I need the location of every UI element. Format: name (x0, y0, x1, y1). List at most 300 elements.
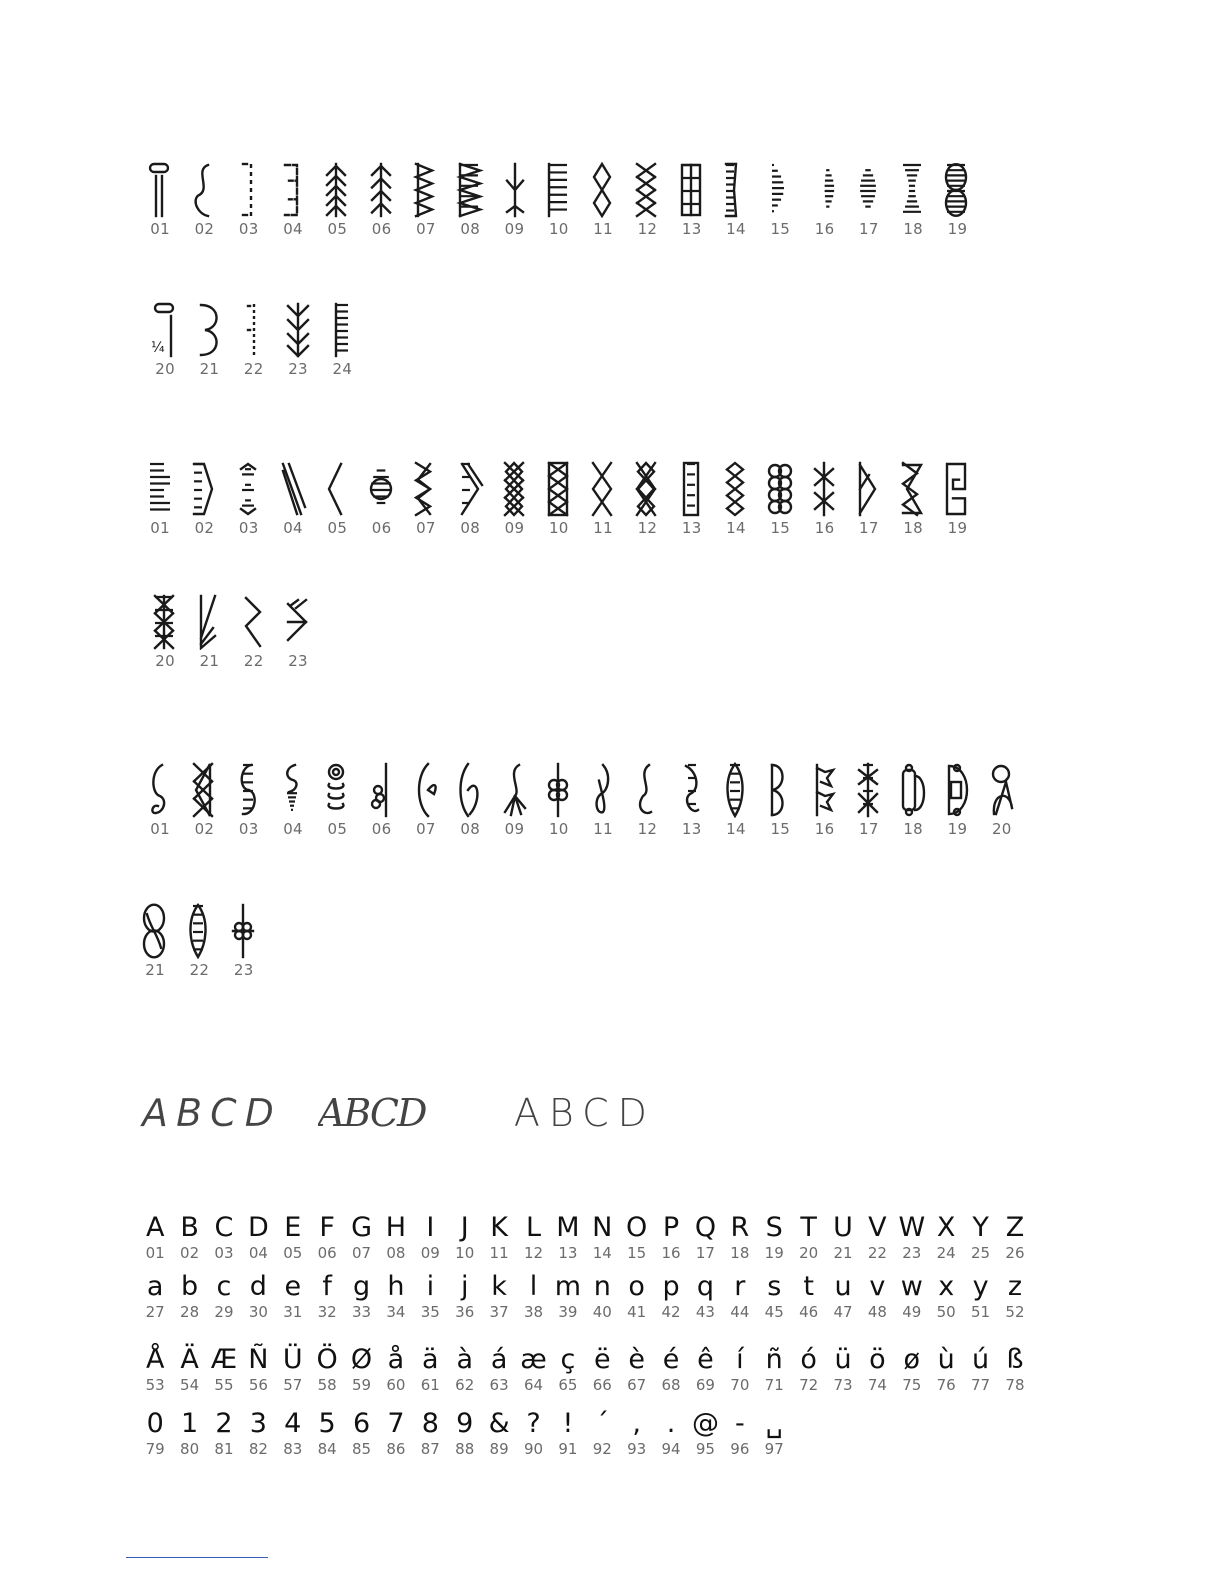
letter-number: 87 (420, 1440, 440, 1458)
letter-item (241, 1214, 275, 1261)
letter-glyph: ú (972, 1344, 990, 1375)
letter-item (998, 1346, 1032, 1393)
letter-glyph: å (387, 1344, 405, 1375)
letter-number: 71 (764, 1376, 784, 1394)
ornamental-stitch-row-1 (138, 762, 1024, 837)
letter-number: 92 (592, 1440, 612, 1458)
stitch-number: 14 (726, 220, 746, 238)
letter-item (998, 1214, 1032, 1261)
stitch-number: 13 (681, 519, 702, 537)
letter-number: 67 (627, 1376, 647, 1394)
letter-glyph: Ü (282, 1344, 303, 1375)
letter-item (448, 1346, 482, 1393)
letter-number: 93 (627, 1440, 647, 1458)
letter-item (310, 1346, 344, 1393)
stitch-number: 07 (416, 220, 436, 238)
stitch-number: 01 (150, 820, 170, 838)
letter-glyph: Ø (350, 1344, 373, 1375)
letter-item (482, 1410, 516, 1457)
letter-item (619, 1273, 653, 1320)
letter-item (826, 1214, 860, 1261)
letter-glyph: Ä (180, 1344, 199, 1375)
letter-glyph: ß (1006, 1344, 1024, 1375)
letter-item (723, 1214, 757, 1261)
letter-number: 38 (523, 1303, 544, 1321)
ornamental-stitch-icon (766, 762, 794, 818)
decorative-stitch-row-1 (138, 461, 980, 536)
letter-glyph: D (247, 1212, 269, 1243)
letter-item (276, 1346, 310, 1393)
letter-item (344, 1346, 378, 1393)
stitch-number: 03 (238, 220, 259, 238)
letter-number: 72 (799, 1376, 819, 1394)
stitch-number: 05 (327, 820, 348, 838)
letter-number: 44 (730, 1303, 750, 1321)
letter-item (654, 1273, 688, 1320)
decorative-stitch-icon (456, 461, 484, 517)
letter-item (448, 1273, 482, 1320)
stitch-number: 22 (243, 652, 264, 670)
stitch-item (276, 302, 320, 377)
utility-stitch-icon (240, 302, 268, 358)
font-sample-outline: ABCD (513, 1091, 656, 1135)
decorative-stitch-icon (323, 461, 351, 517)
letter-glyph: S (765, 1212, 783, 1243)
letter-number: 01 (145, 1244, 165, 1262)
letter-item (276, 1410, 310, 1457)
letter-item (172, 1273, 206, 1320)
letter-number: 09 (420, 1244, 440, 1262)
letter-item (241, 1346, 275, 1393)
utility-stitch-icon (545, 162, 573, 218)
letter-glyph: o (628, 1271, 645, 1302)
stitch-number: 15 (770, 820, 791, 838)
letter-glyph: F (319, 1212, 335, 1243)
letter-item (344, 1410, 378, 1457)
stitch-item (758, 762, 802, 837)
letter-number: 10 (455, 1244, 475, 1262)
letter-item (482, 1346, 516, 1393)
decorative-stitch-icon (146, 461, 174, 517)
letter-item (138, 1214, 172, 1261)
letter-number: 75 (902, 1376, 922, 1394)
stitch-item (935, 762, 979, 837)
letter-item (448, 1214, 482, 1261)
letter-item (929, 1214, 963, 1261)
letter-item (585, 1214, 619, 1261)
stitch-number: 02 (194, 519, 215, 537)
letter-number: 55 (214, 1376, 234, 1394)
letter-number: 78 (1005, 1376, 1025, 1394)
letter-number: 61 (420, 1376, 440, 1394)
letter-item (516, 1273, 550, 1320)
letter-glyph: C (214, 1212, 234, 1243)
stitch-item (714, 162, 758, 237)
letter-item (654, 1346, 688, 1393)
letter-number: 79 (145, 1440, 165, 1458)
letter-number: 08 (386, 1244, 406, 1262)
stitch-item (670, 461, 714, 536)
decorative-stitch-icon (279, 461, 307, 517)
stitch-item (182, 162, 226, 237)
stitch-item (143, 302, 187, 377)
letter-glyph: L (525, 1212, 542, 1243)
stitch-number: 10 (548, 519, 569, 537)
letter-glyph: ´ (595, 1408, 610, 1439)
letter-item (413, 1273, 447, 1320)
letter-number: 41 (627, 1303, 647, 1321)
letter-number: 69 (695, 1376, 715, 1394)
stitch-item (227, 162, 271, 237)
letter-item (379, 1346, 413, 1393)
decorative-stitch-row-2 (143, 594, 320, 669)
decorative-stitch-icon (195, 594, 223, 650)
letter-glyph: E (284, 1212, 302, 1243)
stitch-number: 21 (199, 360, 220, 378)
stitch-number: 19 (947, 220, 968, 238)
decorative-stitch-icon (899, 461, 927, 517)
stitch-number: 17 (859, 220, 879, 238)
letter-item (791, 1214, 825, 1261)
stitch-item (847, 762, 891, 837)
letter-number: 16 (661, 1244, 681, 1262)
letter-item (344, 1273, 378, 1320)
stitch-item (581, 762, 625, 837)
ornamental-stitch-icon (545, 762, 573, 818)
stitch-item (492, 162, 536, 237)
letter-glyph: H (385, 1212, 407, 1243)
letter-number: 24 (936, 1244, 956, 1262)
letter-number: 56 (248, 1376, 268, 1394)
letter-glyph: ö (869, 1344, 886, 1375)
decorative-stitch-icon (240, 594, 268, 650)
stitch-item (625, 762, 669, 837)
letter-glyph: ç (560, 1344, 576, 1375)
letter-number: 85 (351, 1440, 372, 1458)
letter-item (963, 1346, 997, 1393)
stitch-item (625, 162, 669, 237)
letter-number: 65 (558, 1376, 578, 1394)
stitch-item (404, 162, 448, 237)
letter-glyph: Ö (316, 1344, 338, 1375)
ornamental-stitch-icon (722, 762, 750, 818)
utility-stitch-icon (195, 302, 223, 358)
letter-glyph: R (730, 1212, 750, 1243)
letter-item (551, 1346, 585, 1393)
letter-item (310, 1410, 344, 1457)
letter-glyph: Ñ (248, 1344, 269, 1375)
stitch-number: 18 (903, 220, 924, 238)
letter-number: 35 (420, 1303, 440, 1321)
letter-glyph: . (666, 1408, 676, 1439)
stitch-number: 20 (155, 360, 175, 378)
stitch-number: 01 (150, 519, 170, 537)
utility-stitch-icon (146, 162, 174, 218)
ornamental-stitch-icon (988, 762, 1016, 818)
letter-glyph: 2 (215, 1408, 233, 1439)
utility-stitch-icon (235, 162, 263, 218)
stitch-item (537, 762, 581, 837)
letter-item (619, 1346, 653, 1393)
letter-glyph: ù (937, 1344, 955, 1375)
letter-number: 84 (317, 1440, 337, 1458)
stitch-number: 21 (199, 652, 220, 670)
letter-item (757, 1410, 791, 1457)
letter-number: 70 (730, 1376, 750, 1394)
letter-glyph: & (488, 1408, 510, 1439)
stitch-number: 04 (283, 820, 303, 838)
stitch-number: 16 (814, 820, 835, 838)
letter-glyph: r (734, 1271, 746, 1302)
decorative-stitch-icon (943, 461, 971, 517)
letter-number: 05 (283, 1244, 303, 1262)
letter-number: 86 (386, 1440, 406, 1458)
letter-item (619, 1410, 653, 1457)
letter-number: 36 (455, 1303, 475, 1321)
stitch-item (758, 461, 802, 536)
stitch-item (271, 461, 315, 536)
stitch-item (138, 461, 182, 536)
ornamental-stitch-icon (279, 762, 307, 818)
font-samples (142, 1091, 692, 1135)
letter-number: 53 (145, 1376, 165, 1394)
alphabet-accented-row (138, 1346, 1032, 1393)
ornamental-stitch-icon (501, 762, 529, 818)
letter-number: 20 (799, 1244, 819, 1262)
letter-number: 25 (971, 1244, 991, 1262)
stitch-item (315, 461, 359, 536)
stitch-item (227, 461, 271, 536)
stitch-number: 22 (243, 360, 264, 378)
letter-glyph: , (632, 1408, 641, 1439)
ornamental-stitch-icon (230, 903, 258, 959)
letter-glyph: G (351, 1212, 372, 1243)
stitch-number: 16 (814, 220, 835, 238)
letter-item (723, 1273, 757, 1320)
letter-number: 21 (833, 1244, 853, 1262)
stitch-number: 23 (288, 360, 308, 378)
letter-item (688, 1214, 722, 1261)
stitch-item (935, 461, 979, 536)
stitch-item (448, 762, 492, 837)
letter-glyph: e (284, 1271, 302, 1302)
stitch-item (891, 762, 935, 837)
stitch-item (891, 461, 935, 536)
stitch-item (802, 762, 846, 837)
letter-number: 23 (902, 1244, 922, 1262)
stitch-item (222, 903, 266, 978)
stitch-item (359, 162, 403, 237)
letter-item (895, 1346, 929, 1393)
stitch-number: 17 (859, 519, 879, 537)
letter-glyph: - (734, 1408, 745, 1439)
stitch-item (227, 762, 271, 837)
stitch-number: 18 (903, 820, 924, 838)
letter-item (138, 1273, 172, 1320)
letter-glyph: 3 (249, 1408, 267, 1439)
letter-item (207, 1346, 241, 1393)
letter-glyph: w (900, 1271, 923, 1302)
letter-glyph: I (426, 1212, 435, 1243)
stitch-number: 02 (194, 220, 215, 238)
utility-stitch-icon (855, 162, 883, 218)
decorative-stitch-icon (589, 461, 617, 517)
letter-glyph: ? (526, 1408, 541, 1439)
letter-number: 63 (489, 1376, 509, 1394)
stitch-item (537, 162, 581, 237)
alphabet-lowercase-row (138, 1273, 1032, 1320)
letter-number: 22 (867, 1244, 887, 1262)
letter-glyph: B (180, 1212, 199, 1243)
stitch-item (315, 762, 359, 837)
letter-item (619, 1214, 653, 1261)
letter-item (654, 1214, 688, 1261)
letter-number: 60 (386, 1376, 406, 1394)
utility-stitch-icon (899, 162, 927, 218)
letter-number: 14 (592, 1244, 612, 1262)
letter-item (860, 1214, 894, 1261)
utility-stitch-icon (279, 162, 307, 218)
letter-item (757, 1214, 791, 1261)
letter-number: 82 (248, 1440, 268, 1458)
letter-item (482, 1273, 516, 1320)
decorative-stitch-icon (151, 594, 179, 650)
letter-item (791, 1346, 825, 1393)
letter-number: 26 (1005, 1244, 1025, 1262)
letter-glyph: d (249, 1271, 267, 1302)
stitch-number: 12 (637, 220, 658, 238)
stitch-number: 02 (194, 820, 215, 838)
stitch-number: 08 (460, 220, 481, 238)
letter-item (413, 1410, 447, 1457)
letter-item (276, 1214, 310, 1261)
letter-glyph: l (529, 1271, 538, 1302)
stitch-number: 11 (593, 220, 613, 238)
stitch-item (177, 903, 221, 978)
letter-number: 66 (592, 1376, 612, 1394)
letter-item (688, 1410, 722, 1457)
letter-glyph: ñ (765, 1344, 783, 1375)
stitch-item (232, 302, 276, 377)
letter-item (757, 1273, 791, 1320)
utility-stitch-icon (368, 162, 396, 218)
stitch-number: 08 (460, 519, 481, 537)
letter-number: 15 (627, 1244, 647, 1262)
stitch-item (276, 594, 320, 669)
stitch-item (891, 162, 935, 237)
letter-item (688, 1346, 722, 1393)
letter-number: 62 (455, 1376, 475, 1394)
stitch-number: 03 (238, 820, 259, 838)
letter-number: 91 (558, 1440, 578, 1458)
stitch-item (802, 461, 846, 536)
stitch-number: 09 (504, 820, 525, 838)
letter-item (585, 1346, 619, 1393)
stitch-item (359, 762, 403, 837)
utility-stitch-icon (811, 162, 839, 218)
ornamental-stitch-icon (899, 762, 927, 818)
letter-item (310, 1273, 344, 1320)
stitch-item (182, 461, 226, 536)
letter-glyph: U (833, 1212, 853, 1243)
stitch-number: 06 (371, 820, 392, 838)
letter-glyph: ë (593, 1344, 611, 1375)
letter-number: 28 (180, 1303, 200, 1321)
decorative-stitch-icon (855, 461, 883, 517)
letter-number: 19 (764, 1244, 784, 1262)
stitch-number: 14 (726, 519, 746, 537)
letter-item (172, 1346, 206, 1393)
letter-glyph: Æ (210, 1344, 238, 1375)
letter-number: 45 (764, 1303, 784, 1321)
letter-glyph: ø (903, 1344, 921, 1375)
ornamental-stitch-icon (943, 762, 971, 818)
letter-glyph: z (1007, 1271, 1023, 1302)
decorative-stitch-icon (501, 461, 529, 517)
letter-glyph: x (938, 1271, 955, 1302)
letter-number: 43 (695, 1303, 715, 1321)
letter-item (516, 1346, 550, 1393)
stitch-number: 15 (770, 519, 791, 537)
stitch-item (847, 461, 891, 536)
letter-number: 97 (764, 1440, 784, 1458)
letter-glyph: é (662, 1344, 680, 1375)
letter-glyph: 0 (146, 1408, 164, 1439)
stitch-item (138, 162, 182, 237)
letter-glyph: à (456, 1344, 473, 1375)
letter-glyph: N (592, 1212, 613, 1243)
stitch-item (404, 762, 448, 837)
letter-item (860, 1346, 894, 1393)
letter-number: 39 (558, 1303, 578, 1321)
ornamental-stitch-icon (141, 903, 169, 959)
letter-item (998, 1273, 1032, 1320)
letter-number: 33 (351, 1303, 372, 1321)
letter-item (276, 1273, 310, 1320)
letter-glyph: O (626, 1212, 648, 1243)
letter-number: 94 (661, 1440, 681, 1458)
letter-glyph: p (662, 1271, 680, 1302)
stitch-number: 17 (859, 820, 879, 838)
letter-item (688, 1273, 722, 1320)
stitch-item (187, 594, 231, 669)
stitch-item (404, 461, 448, 536)
utility-stitch-row-2 (143, 302, 364, 377)
stitch-number: 06 (371, 220, 392, 238)
stitch-number: 06 (371, 519, 392, 537)
letter-glyph: í (736, 1344, 744, 1375)
utility-stitch-icon (412, 162, 440, 218)
letter-glyph: K (490, 1212, 508, 1243)
letter-number: 13 (558, 1244, 578, 1262)
ornamental-stitch-icon (368, 762, 396, 818)
letter-item (654, 1410, 688, 1457)
letter-glyph: T (800, 1212, 817, 1243)
letter-item (241, 1273, 275, 1320)
utility-stitch-icon (766, 162, 794, 218)
utility-stitch-icon (633, 162, 661, 218)
font-sample-script: ABCD (317, 1094, 426, 1132)
letter-glyph: n (593, 1271, 611, 1302)
letter-number: 31 (283, 1303, 303, 1321)
letter-number: 37 (489, 1303, 509, 1321)
letter-item (207, 1410, 241, 1457)
letter-item (929, 1273, 963, 1320)
stitch-number: 12 (637, 519, 658, 537)
letter-glyph: f (322, 1271, 332, 1302)
stitch-number: 19 (947, 519, 968, 537)
letter-number: 04 (248, 1244, 268, 1262)
